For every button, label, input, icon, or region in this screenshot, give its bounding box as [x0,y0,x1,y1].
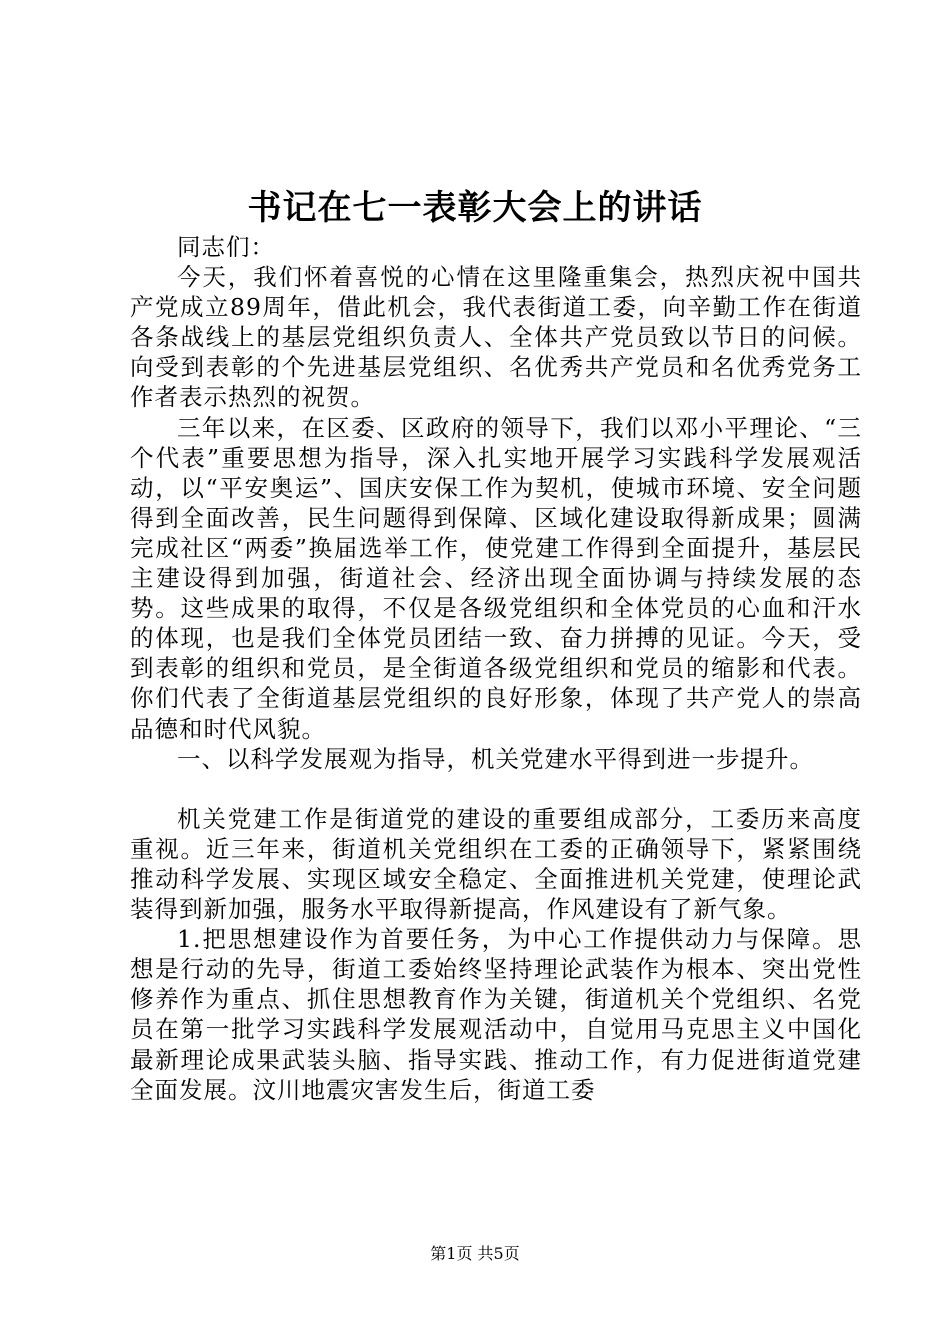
blank-line [130,774,862,804]
greeting: 同志们： [177,233,275,261]
page-footer: 第1页 共5页 [430,1244,520,1263]
paragraph-1: 今天，我们怀着喜悦的心情在这里隆重集会，热烈庆祝中国共产党成立89周年，借此机会，我代表街道工委，向辛勤工作在街道各条战线上的基层党组织负责人、全体共产党员致以节日的问候。向受到表彰的个先进基层党组织、名优秀共产党员和名优秀党务工作者表示热烈的祝贺。 [130,263,862,412]
paragraph-2: 三年以来，在区委、区政府的领导下，我们以邓小平理论、“三个代表”重要思想为指导，深入扎实地开展学习实践科学发展观活动，以“平安奥运”、国庆安保工作为契机，使城市环境、安全问题得到全面改善，民生问题得到保障、区域化建设取得新成果；圆满完成社区“两委”换届选举工作，使党建工作得到全面提升，基层民主建设得到加强，街道社会、经济出现全面协调与持续发展的态势。这些成果的取得，不仅是各级党组织和全体党员的心血和汗水的体现，也是我们全体党员团结一致、奋力拼搏的见证。今天，受到表彰的组织和党员，是全街道各级党组织和党员的缩影和代表。你们代表了全街道基层党组织的良好形象，体现了共产党人的崇高品德和时代风貌。 [130,413,862,743]
paragraph-4: 1.把思想建设作为首要任务，为中心工作提供动力与保障。思想是行动的先导，街道工委始终坚持理论武装作为根本、突出党性修养作为重点、抓住思想教育作为关键，街道机关个党组织、名党员在第一批学习实践科学发展观活动中，自觉用马克思主义中国化最新理论成果武装头脑、指导实践、推动工作，有力促进街道党建全面发展。汶川地震灾害发生后，街道工委 [130,925,862,1104]
paragraph-3: 机关党建工作是街道党的建设的重要组成部分，工委历来高度重视。近三年来，街道机关党组织在工委的正确领导下，紧紧围绕推动科学发展、实现区域安全稳定、全面推进机关党建，使理论武装得到新加强，服务水平取得新提高，作风建设有了新气象。 [130,804,862,924]
document-title: 书记在七一表彰大会上的讲话 [247,188,703,228]
document-body [130,232,862,1105]
section-heading-1: 一、以科学发展观为指导，机关党建水平得到进一步提升。 [177,744,814,773]
